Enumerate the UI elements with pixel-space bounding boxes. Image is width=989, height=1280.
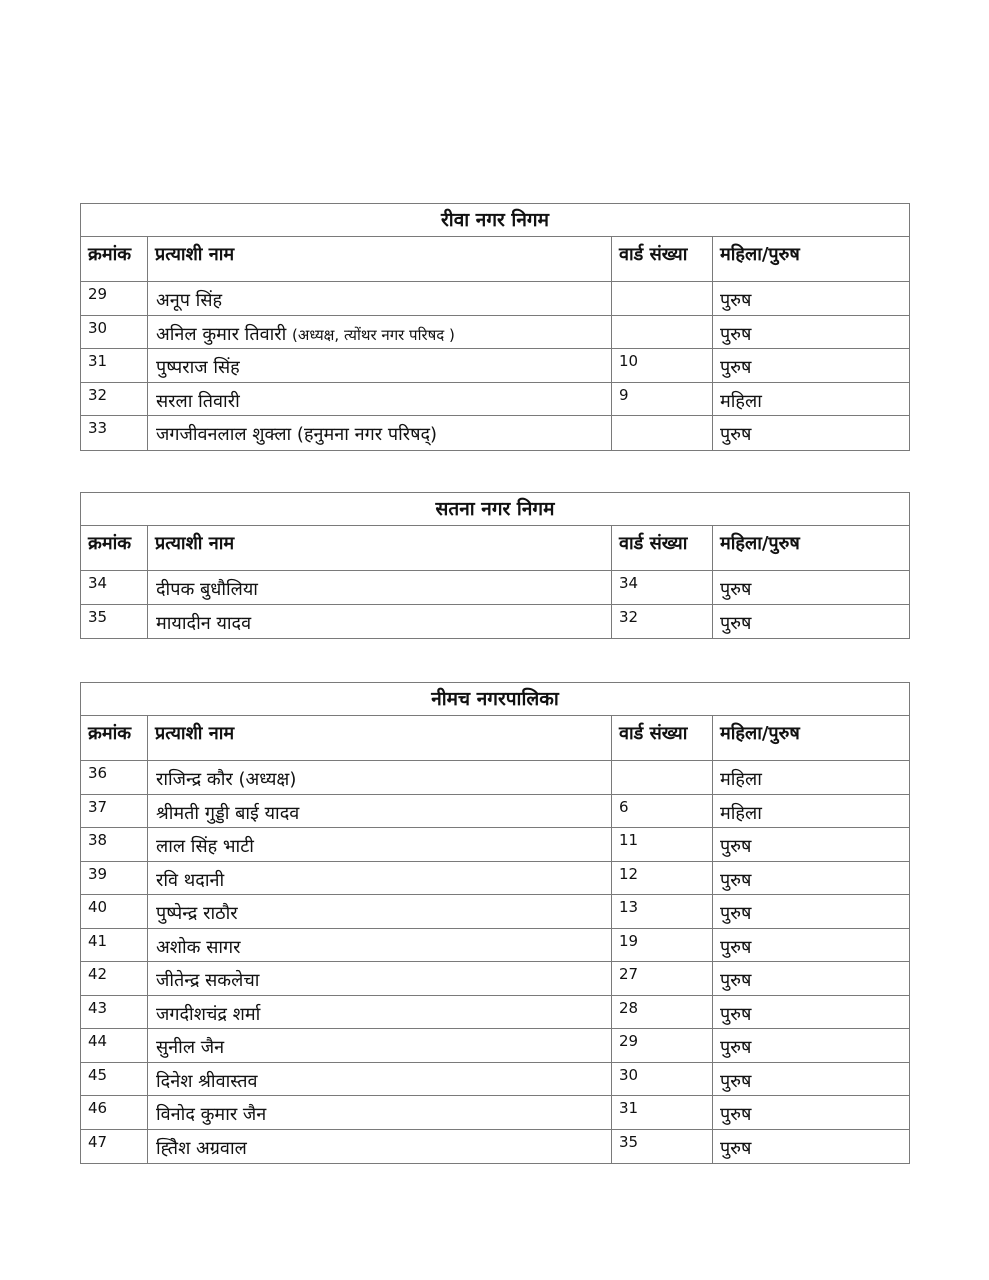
candidate-name: जगदीशचंद्र शर्मा (156, 1003, 261, 1025)
table-header-row (81, 237, 909, 282)
table-row (81, 349, 909, 383)
column-header-name: प्रत्याशी नाम (148, 526, 612, 570)
candidate-name: सरला तिवारी (156, 390, 240, 412)
serial-cell: 31 (81, 349, 148, 382)
table-title: सतना नगर निगम (81, 493, 909, 526)
serial-cell: 33 (81, 416, 148, 450)
serial-cell: 38 (81, 828, 148, 861)
candidate-name: रवि थदानी (156, 869, 225, 891)
ward-cell: 29 (612, 1029, 713, 1062)
candidate-name: लाल सिंह भाटी (156, 836, 254, 857)
table-row (81, 929, 909, 963)
ward-cell: 10 (612, 349, 713, 382)
gender-cell: पुरुष (720, 612, 752, 634)
gender-cell: पुरुष (720, 1037, 752, 1058)
column-header-gender: महिला/पुरुष (720, 244, 800, 265)
table-row (81, 316, 909, 350)
gender-cell: पुरुष (720, 970, 752, 991)
table-row (81, 962, 909, 996)
table-row (81, 895, 909, 929)
table-row (81, 1063, 909, 1097)
gender-cell: पुरुष (720, 290, 752, 311)
table-row (81, 383, 909, 417)
candidate-name: मायादीन यादव (156, 612, 252, 634)
ward-cell: 19 (612, 929, 713, 962)
candidate-note: (अध्यक्ष, त्योंथर नगर परिषद ) (292, 325, 455, 344)
column-header-ward: वार्ड संख्या (612, 716, 713, 760)
ward-cell (612, 761, 713, 794)
table-row (81, 605, 909, 639)
column-header-serial: क्रमांक (81, 237, 148, 281)
column-header-serial: क्रमांक (81, 716, 148, 760)
candidate-name: जगजीवनलाल शुक्ला (हनुमना नगर परिषद्) (156, 424, 438, 445)
serial-cell: 41 (81, 929, 148, 962)
column-header-name: प्रत्याशी नाम (148, 716, 612, 760)
candidate-name-cell (148, 895, 612, 928)
candidate-name: पुष्पेन्द्र राठौर (156, 903, 238, 924)
ward-cell: 34 (612, 571, 713, 604)
candidate-name: श्रीमती गुड्डी बाई यादव (156, 802, 300, 824)
candidate-name-cell (148, 571, 612, 604)
candidate-name-cell (148, 1130, 612, 1164)
candidate-name: जीतेन्द्र सकलेचा (156, 970, 260, 991)
serial-cell: 29 (81, 282, 148, 315)
gender-cell: पुरुष (720, 424, 752, 445)
table-row (81, 996, 909, 1030)
candidate-name: पुष्पराज सिंह (156, 357, 240, 378)
serial-cell: 35 (81, 605, 148, 639)
serial-cell: 43 (81, 996, 148, 1029)
candidate-name-cell (148, 1029, 612, 1062)
ward-cell: 6 (612, 795, 713, 828)
serial-cell: 34 (81, 571, 148, 604)
gender-cell: महिला (720, 390, 762, 412)
table-row (81, 1029, 909, 1063)
candidate-table (80, 682, 910, 1164)
candidate-name-cell (148, 416, 612, 450)
ward-cell: 9 (612, 383, 713, 416)
candidate-name-cell (148, 761, 612, 794)
gender-cell: पुरुष (720, 1003, 752, 1025)
serial-cell: 37 (81, 795, 148, 828)
serial-cell: 36 (81, 761, 148, 794)
table-row (81, 1130, 909, 1164)
candidate-name-cell (148, 282, 612, 315)
candidate-name: ह्तिेश अग्रवाल (156, 1137, 247, 1159)
gender-cell: पुरुष (720, 869, 752, 891)
table-row (81, 761, 909, 795)
candidate-name: दीपक बुधौलिया (156, 579, 258, 600)
gender-cell: पुरुष (720, 323, 752, 345)
ward-cell (612, 316, 713, 349)
serial-cell: 30 (81, 316, 148, 349)
ward-cell: 28 (612, 996, 713, 1029)
gender-cell: पुरुष (720, 1070, 752, 1092)
ward-cell: 27 (612, 962, 713, 995)
candidate-table (80, 492, 910, 639)
candidate-name-cell (148, 828, 612, 861)
candidate-name-cell (148, 1063, 612, 1096)
candidate-name-cell (148, 962, 612, 995)
column-header-ward: वार्ड संख्या (612, 526, 713, 570)
candidate-name-cell (148, 795, 612, 828)
gender-cell: पुरुष (720, 903, 752, 924)
serial-cell: 39 (81, 862, 148, 895)
candidate-name-cell (148, 383, 612, 416)
table-header-row (81, 526, 909, 571)
table-row (81, 1096, 909, 1130)
candidate-name-cell (148, 349, 612, 382)
candidate-name-cell (148, 316, 612, 349)
column-header-serial: क्रमांक (81, 526, 148, 570)
ward-cell: 31 (612, 1096, 713, 1129)
table-title: रीवा नगर निगम (81, 204, 909, 237)
candidate-name: अनूप सिंह (156, 290, 223, 311)
serial-cell: 45 (81, 1063, 148, 1096)
candidate-table (80, 203, 910, 451)
gender-cell: महिला (720, 802, 762, 824)
gender-cell: पुरुष (720, 1104, 752, 1125)
ward-cell: 13 (612, 895, 713, 928)
ward-cell: 12 (612, 862, 713, 895)
ward-cell: 11 (612, 828, 713, 861)
candidate-name-cell (148, 929, 612, 962)
table-row (81, 416, 909, 450)
candidate-name: राजिन्द्र कौर (अध्यक्ष) (156, 769, 297, 790)
gender-cell: पुरुष (720, 936, 752, 958)
table-row (81, 795, 909, 829)
table-header-row (81, 716, 909, 761)
candidate-name-cell (148, 862, 612, 895)
table-title: नीमच नगरपालिका (81, 683, 909, 716)
ward-cell: 32 (612, 605, 713, 639)
serial-cell: 40 (81, 895, 148, 928)
candidate-name: अशोक सागर (156, 936, 241, 958)
column-header-gender: महिला/पुरुष (720, 723, 800, 744)
candidate-name-cell (148, 605, 612, 639)
serial-cell: 42 (81, 962, 148, 995)
serial-cell: 32 (81, 383, 148, 416)
table-row (81, 862, 909, 896)
ward-cell (612, 416, 713, 450)
gender-cell: महिला (720, 769, 762, 790)
table-row (81, 571, 909, 605)
candidate-name-cell (148, 996, 612, 1029)
candidate-name: दिनेश श्रीवास्तव (156, 1070, 258, 1092)
gender-cell: पुरुष (720, 357, 752, 378)
ward-cell: 30 (612, 1063, 713, 1096)
serial-cell: 44 (81, 1029, 148, 1062)
serial-cell: 47 (81, 1130, 148, 1164)
candidate-name: विनोद कुमार जैन (156, 1104, 267, 1125)
column-header-ward: वार्ड संख्या (612, 237, 713, 281)
column-header-name: प्रत्याशी नाम (148, 237, 612, 281)
table-row (81, 282, 909, 316)
candidate-name: सुनील जैन (156, 1037, 225, 1058)
candidate-name-cell (148, 1096, 612, 1129)
candidate-name: अनिल कुमार तिवारी (156, 323, 287, 345)
gender-cell: पुरुष (720, 836, 752, 857)
serial-cell: 46 (81, 1096, 148, 1129)
ward-cell (612, 282, 713, 315)
gender-cell: पुरुष (720, 579, 752, 600)
column-header-gender: महिला/पुरुष (720, 533, 800, 554)
table-row (81, 828, 909, 862)
ward-cell: 35 (612, 1130, 713, 1164)
gender-cell: पुरुष (720, 1137, 752, 1159)
